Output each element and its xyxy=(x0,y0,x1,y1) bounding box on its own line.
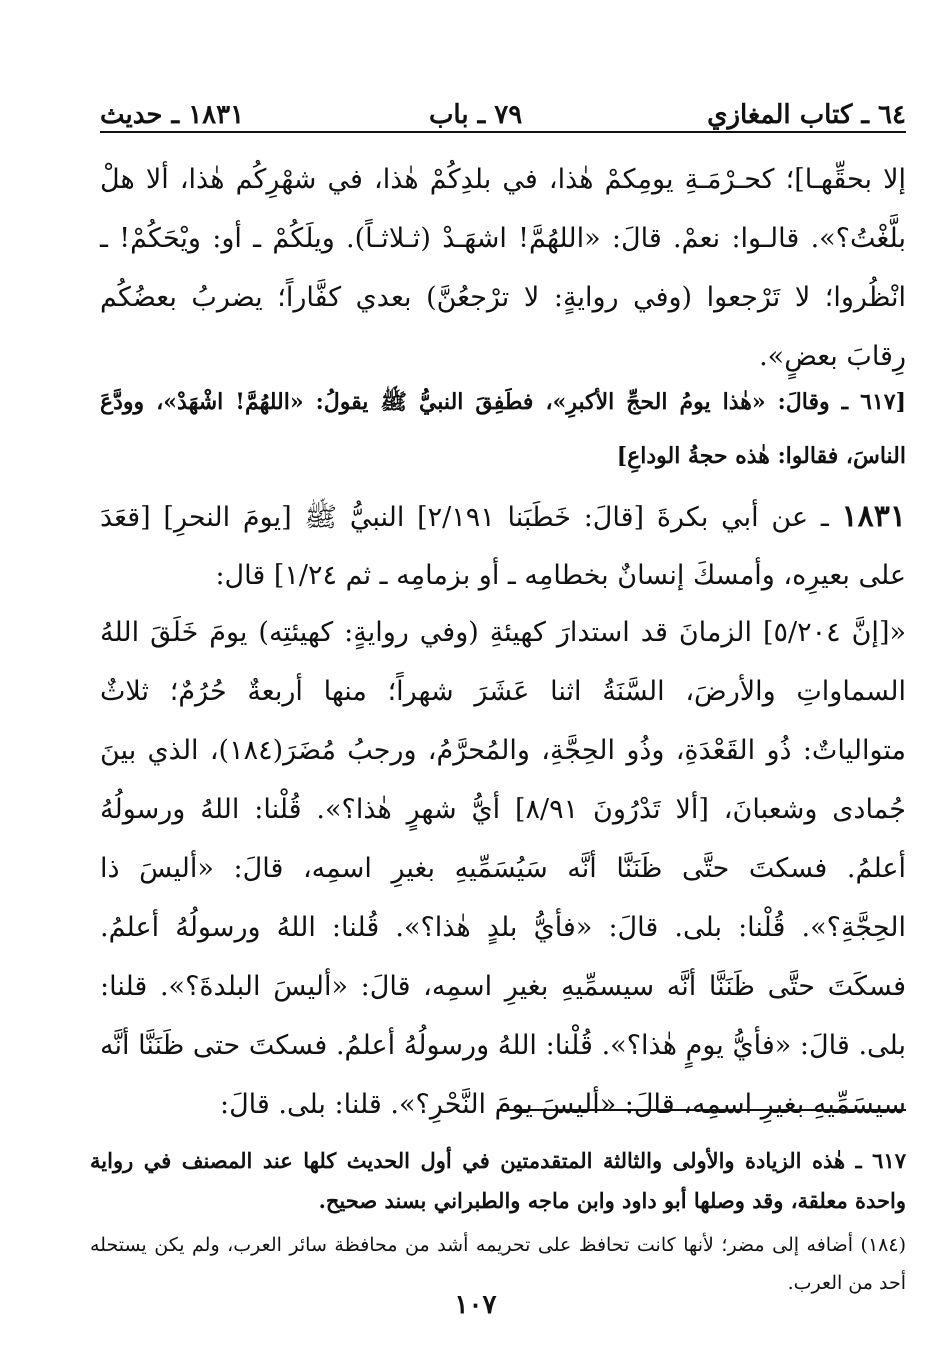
paragraph-sermon: «[إنَّ ٥/٢٠٤] الزمانَ قد استدارَ كهيئةِ (وفي روايةٍ: كهيئتِه) يومَ خَلَقَ اللهُ السماواتِ والأرضَ، السَّنَةُ اثنا عَشَرَ شهراً؛ منها أربعةٌ حُرُمٌ؛ ثلاثٌ متوالياتٌ: ذُو القَعْدَةِ، وذُو الحِجَّةِ، والمُحرَّمُ، ورجبُ مُضَرَ(١٨٤)، الذي بينَ جُمادى وشعبانَ، [ألا تَدْرُونَ ٨/٩١] أيُّ شهرٍ هٰذا؟». قُلْنا: اللهُ ورسولُهُ أعلمُ. فسكتَ حتَّى ظَنَنَّا أنَّه سَيُسَمِّيهِ بغيرِ اسمِه، قالَ: «أليسَ ذا الحِجَّةِ؟». قُلْنا: بلى. قالَ: «فأيُّ بلدٍ هٰذا؟». قُلنا: اللهُ ورسولُهُ أعلمُ. فسكَتَ حتَّى ظَنَنَّا أنَّه سيسمِّيهِ بغيرِ اسمِه، قالَ: «أليسَ البلدةَ؟». قلنا: بلى. قالَ: «فأيُّ يومٍ هٰذا؟». قُلْنا: اللهُ ورسولُهُ أعلمُ. فسكتَ حتى ظَنَنَّا أنَّه سيسَمِّيهِ بغيرِ اسمِه، قالَ: «أليسَ يومَ النَّحْرِ؟». قلنا: بلى. قالَ: xyxy=(100,617,906,1120)
paragraph-addition-617: [٦١٧ ـ وقالَ: «هٰذا يومُ الحجِّ الأكبرِ»، فطَفِقَ النبيُّ ﷺ يقولُ: «اللهُمَّ! اشْهَدْ»، وودَّعَ الناسَ، فقالوا: هٰذه حجةُ الوداعِ] xyxy=(100,389,906,469)
header-chapter: ٧٩ ـ باب xyxy=(428,100,523,130)
header-divider xyxy=(100,131,906,133)
hadith-number: ١٨٣١ xyxy=(841,499,906,534)
paragraph-continuation: إلا بحقِّهـا]؛ كحـرْمَـةِ يومِكمْ هٰذا، في بلدِكُمْ هٰذا، في شهْرِكُم هٰذا، ألا هلْ بلَّغْتُ؟». قالـوا: نعمْ. قالَ: «اللهُمَّ! اشهَـدْ (ثـلاثـاً). ويلَكُمْ ـ أو: ويْحَكُمْ! ـ انْظُروا؛ لا تَرْجعوا (وفي روايةٍ: لا ترْجعُنَّ) بعدي كفَّاراً؛ يضربُ بعضُكُم رِقابَ بعضٍ». xyxy=(100,164,906,372)
header-hadith-number: ١٨٣١ ـ حديث xyxy=(100,100,245,130)
hadith-text: ـ عن أبي بكرةَ [قالَ: خَطَبَنا ٢/١٩١] النبيُّ ﷺ [يومَ النحرِ] [قعَدَ على بعيرِه، وأمسكَ إنسانٌ بخطامِه ـ أو بزمامِه ـ ثم ١/٢٤] قال: xyxy=(100,502,906,591)
footnote-184: (١٨٤) أضافه إلى مضر؛ لأنها كانت تحافظ على تحريمه أشد من محافظة سائر العرب، ولم يكن يستحله أحد من العرب. xyxy=(90,1234,906,1294)
paragraph-hadith-1831 xyxy=(100,488,906,605)
page-number: ١٠٧ xyxy=(454,1290,497,1320)
footnote-617: ٦١٧ ـ هٰذه الزيادة والأولى والثالثة المتقدمتين في أول الحديث كلها عند المصنف في رواية واحدة معلقة، وقد وصلها أبو داود وابن ماجه والطبراني بسند صحيح. xyxy=(90,1148,906,1213)
running-header xyxy=(100,82,906,130)
header-book-title: ٦٤ ـ كتاب المغازي xyxy=(707,100,906,130)
footnote-divider xyxy=(497,1109,906,1111)
